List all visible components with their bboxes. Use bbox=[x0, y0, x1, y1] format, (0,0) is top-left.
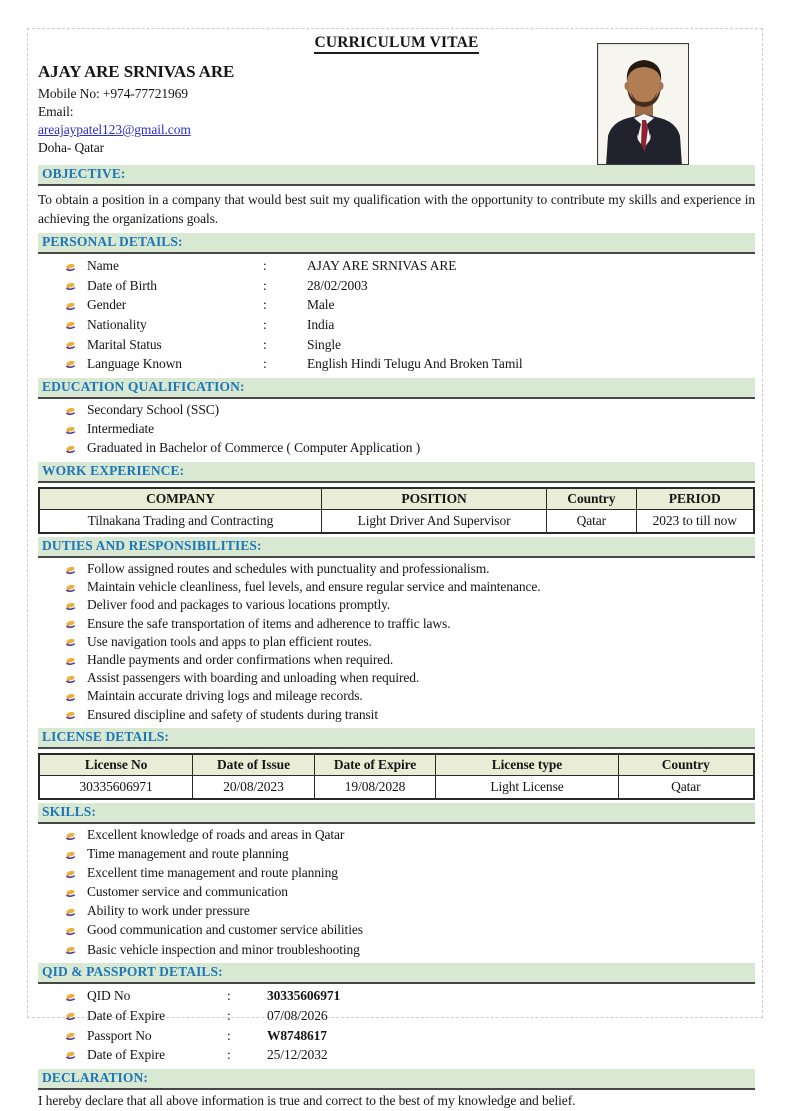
bullet-icon bbox=[65, 710, 87, 721]
detail-label: Nationality bbox=[87, 317, 147, 332]
duty-item bbox=[38, 651, 755, 669]
bullet-icon bbox=[65, 831, 87, 842]
duty-text: Maintain accurate driving logs and mileage records. bbox=[87, 688, 363, 704]
personal-details-list bbox=[38, 254, 755, 374]
duty-item bbox=[38, 578, 755, 596]
objective-text: To obtain a position in a company that would best suit my qualification with the opportunity to contribute my skills and experience in achieving the organizations goals. bbox=[38, 192, 755, 227]
detail-label: Marital Status bbox=[87, 336, 162, 352]
qid-value: 07/08/2026 bbox=[267, 1008, 328, 1024]
section-heading-objective: OBJECTIVE: bbox=[38, 165, 755, 186]
qid-detail-row bbox=[38, 1045, 755, 1065]
detail-label: Language Known bbox=[87, 356, 182, 372]
bullet-icon bbox=[65, 281, 87, 292]
duty-text: Maintain vehicle cleanliness, fuel levels, and ensure regular service and maintenance. bbox=[87, 579, 541, 595]
duty-text: Ensure the safe transportation of items and adherence to traffic laws. bbox=[87, 615, 451, 631]
bullet-icon bbox=[65, 850, 87, 861]
work-table-header-row bbox=[39, 488, 754, 510]
detail-value: English Hindi Telugu And Broken Tamil bbox=[307, 356, 523, 372]
skill-item bbox=[38, 864, 755, 883]
email-label: Email: bbox=[38, 104, 74, 120]
work-table-header-cell: PERIOD bbox=[636, 488, 754, 510]
section-heading-skills: SKILLS: bbox=[38, 803, 755, 824]
bullet-icon bbox=[65, 907, 87, 918]
detail-label: Gender bbox=[87, 297, 127, 313]
duty-item bbox=[38, 633, 755, 651]
bullet-icon bbox=[65, 565, 87, 576]
skill-text: Ability to work under pressure bbox=[87, 903, 250, 919]
detail-colon: : bbox=[263, 336, 267, 352]
work-table-header-cell: POSITION bbox=[321, 488, 546, 510]
personal-detail-row bbox=[38, 295, 755, 315]
bullet-icon bbox=[65, 406, 87, 417]
license-type-cell: Light License bbox=[436, 775, 618, 799]
license-table-row bbox=[39, 775, 754, 799]
email-link[interactable]: areajaypatel123@gmail.com bbox=[38, 122, 191, 138]
bullet-icon bbox=[65, 637, 87, 648]
license-table-header-cell: Date of Expire bbox=[314, 754, 436, 776]
license-table bbox=[38, 753, 755, 800]
skill-item bbox=[38, 902, 755, 921]
bullet-icon bbox=[65, 444, 87, 455]
license-no-cell: 30335606971 bbox=[39, 775, 193, 799]
detail-value: 28/02/2003 bbox=[307, 277, 368, 293]
skill-text: Customer service and communication bbox=[87, 884, 288, 900]
personal-detail-row bbox=[38, 354, 755, 374]
detail-colon: : bbox=[263, 277, 267, 293]
duty-text: Assist passengers with boarding and unloading when required. bbox=[87, 670, 420, 686]
education-item bbox=[38, 401, 755, 420]
bullet-icon bbox=[65, 619, 87, 630]
personal-detail-row bbox=[38, 335, 755, 355]
section-heading-qid-passport: QID & PASSPORT DETAILS: bbox=[38, 963, 755, 984]
bullet-icon bbox=[65, 945, 87, 956]
bullet-icon bbox=[65, 583, 87, 594]
qid-colon: : bbox=[227, 1027, 231, 1043]
bullet-icon bbox=[65, 888, 87, 899]
license-table-header-cell: Date of Issue bbox=[193, 754, 315, 776]
bullet-icon bbox=[65, 340, 87, 351]
detail-colon: : bbox=[263, 297, 267, 313]
section-heading-personal-details: PERSONAL DETAILS: bbox=[38, 233, 755, 254]
bullet-icon bbox=[65, 359, 87, 370]
qid-label: Date of Expire bbox=[87, 1047, 166, 1063]
license-country-cell: Qatar bbox=[618, 775, 754, 799]
declaration-text: I hereby declare that all above information is true and correct to the best of my knowledge and belief. bbox=[38, 1092, 576, 1108]
header bbox=[38, 34, 755, 162]
cv-page bbox=[38, 32, 755, 1111]
work-table-header-cell: COMPANY bbox=[39, 488, 321, 510]
section-heading-education: EDUCATION QUALIFICATION: bbox=[38, 378, 755, 399]
detail-value: AJAY ARE SRNIVAS ARE bbox=[307, 258, 457, 274]
qid-colon: : bbox=[227, 1008, 231, 1024]
bullet-icon bbox=[65, 926, 87, 937]
location-text: Doha- Qatar bbox=[38, 140, 104, 156]
bullet-icon bbox=[65, 1050, 87, 1061]
skill-item bbox=[38, 940, 755, 959]
qid-value: W8748617 bbox=[267, 1027, 327, 1043]
duty-text: Follow assigned routes and schedules with punctuality and professionalism. bbox=[87, 561, 490, 577]
skill-item bbox=[38, 921, 755, 940]
bullet-icon bbox=[65, 656, 87, 667]
bullet-icon bbox=[65, 262, 87, 273]
duty-item bbox=[38, 687, 755, 705]
section-heading-license: LICENSE DETAILS: bbox=[38, 728, 755, 749]
work-country-cell: Qatar bbox=[547, 510, 636, 534]
bullet-icon bbox=[65, 425, 87, 436]
duty-item bbox=[38, 615, 755, 633]
education-text: Intermediate bbox=[87, 420, 155, 436]
detail-value: Male bbox=[307, 297, 335, 313]
mobile-number: Mobile No: +974-77721969 bbox=[38, 86, 188, 101]
license-table-header-cell: Country bbox=[618, 754, 754, 776]
education-list bbox=[38, 399, 755, 459]
skill-text: Time management and route planning bbox=[87, 846, 289, 861]
education-text: Secondary School (SSC) bbox=[87, 401, 220, 417]
skills-list bbox=[38, 824, 755, 961]
license-table-body bbox=[39, 775, 754, 799]
duty-item bbox=[38, 560, 755, 578]
detail-value: India bbox=[307, 317, 335, 332]
bullet-icon bbox=[65, 869, 87, 880]
candidate-name: AJAY ARE SRNIVAS ARE bbox=[38, 62, 235, 81]
bullet-icon bbox=[65, 674, 87, 685]
personal-detail-row bbox=[38, 276, 755, 296]
qid-label: QID No bbox=[87, 988, 131, 1004]
duty-text: Handle payments and order confirmations when required. bbox=[87, 651, 394, 667]
qid-colon: : bbox=[227, 1047, 231, 1063]
skill-text: Basic vehicle inspection and minor troubleshooting bbox=[87, 941, 360, 957]
detail-colon: : bbox=[263, 258, 267, 274]
duty-text: Use navigation tools and apps to plan efficient routes. bbox=[87, 633, 372, 649]
qid-colon: : bbox=[227, 988, 231, 1004]
education-item bbox=[38, 420, 755, 439]
skill-item bbox=[38, 845, 755, 864]
section-heading-work-experience: WORK EXPERIENCE: bbox=[38, 462, 755, 483]
bullet-icon bbox=[65, 301, 87, 312]
license-expire-cell: 19/08/2028 bbox=[314, 775, 436, 799]
work-position-cell: Light Driver And Supervisor bbox=[321, 510, 546, 534]
education-item bbox=[38, 439, 755, 458]
duties-list bbox=[38, 558, 755, 725]
bullet-icon bbox=[65, 692, 87, 703]
work-period-cell: 2023 to till now bbox=[636, 510, 754, 534]
detail-label: Name bbox=[87, 258, 119, 274]
work-company-cell: Tilnakana Trading and Contracting bbox=[39, 510, 321, 534]
qid-detail-row bbox=[38, 986, 755, 1006]
duty-text: Ensured discipline and safety of students during transit bbox=[87, 706, 378, 722]
detail-label: Date of Birth bbox=[87, 277, 157, 293]
skill-text: Excellent time management and route planning bbox=[87, 865, 338, 881]
work-table-body bbox=[39, 510, 754, 534]
detail-colon: : bbox=[263, 317, 267, 332]
section-heading-duties: DUTIES AND RESPONSIBILITIES: bbox=[38, 537, 755, 558]
work-table-row bbox=[39, 510, 754, 534]
qid-value: 30335606971 bbox=[267, 988, 341, 1004]
education-text: Graduated in Bachelor of Commerce ( Computer Application ) bbox=[87, 440, 421, 456]
bullet-icon bbox=[65, 1031, 87, 1042]
qid-label: Passport No bbox=[87, 1027, 152, 1043]
section-heading-declaration: DECLARATION: bbox=[38, 1069, 755, 1090]
detail-colon: : bbox=[263, 356, 267, 372]
detail-value: Single bbox=[307, 336, 341, 352]
qid-value: 25/12/2032 bbox=[267, 1047, 328, 1063]
skill-text: Good communication and customer service abilities bbox=[87, 922, 363, 938]
work-experience-table bbox=[38, 487, 755, 534]
qid-passport-list bbox=[38, 984, 755, 1065]
profile-photo bbox=[597, 43, 689, 165]
qid-detail-row bbox=[38, 1006, 755, 1026]
bullet-icon bbox=[65, 601, 87, 612]
personal-detail-row bbox=[38, 256, 755, 276]
portrait-illustration bbox=[598, 44, 689, 165]
duty-item bbox=[38, 706, 755, 724]
skill-text: Excellent knowledge of roads and areas in Qatar bbox=[87, 826, 345, 842]
duty-text: Deliver food and packages to various locations promptly. bbox=[87, 597, 391, 613]
skill-item bbox=[38, 826, 755, 845]
skill-item bbox=[38, 883, 755, 902]
work-table-header-cell: Country bbox=[547, 488, 636, 510]
license-issue-cell: 20/08/2023 bbox=[193, 775, 315, 799]
license-table-header-cell: License type bbox=[436, 754, 618, 776]
bullet-icon bbox=[65, 1011, 87, 1022]
license-table-header-row bbox=[39, 754, 754, 776]
personal-detail-row bbox=[38, 315, 755, 335]
qid-label: Date of Expire bbox=[87, 1008, 166, 1024]
bullet-icon bbox=[65, 320, 87, 331]
duty-item bbox=[38, 669, 755, 687]
qid-detail-row bbox=[38, 1026, 755, 1046]
bullet-icon bbox=[65, 992, 87, 1003]
license-table-header-cell: License No bbox=[39, 754, 193, 776]
page-title: CURRICULUM VITAE bbox=[38, 34, 755, 52]
duty-item bbox=[38, 596, 755, 614]
